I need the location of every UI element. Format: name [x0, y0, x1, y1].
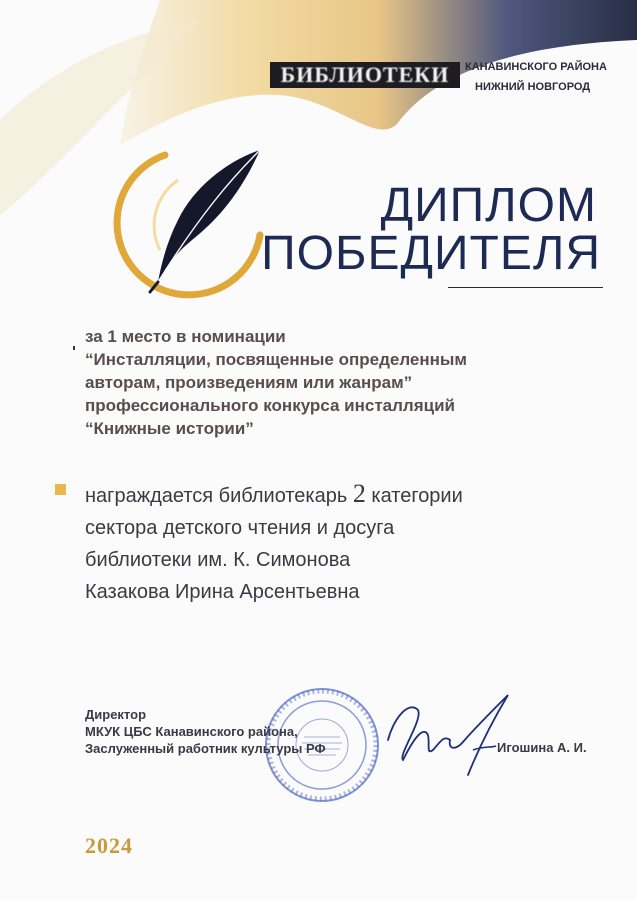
nomination-line: профессионального конкурса инсталляций [85, 396, 455, 415]
award-bullet [55, 484, 66, 495]
diploma-title-line2: ПОБЕДИТЕЛЯ [261, 227, 601, 280]
award-text [85, 478, 605, 608]
city-label: НИЖНИЙ НОВГОРОД [475, 81, 591, 93]
award-line-3: библиотеки им. К. Симонова [85, 549, 351, 571]
nomination-text [85, 325, 605, 440]
signatory-org: МКУК ЦБС Канавинского района, [85, 724, 298, 739]
scan-mark [73, 346, 75, 350]
diploma-title-line1: ДИПЛОМ [380, 179, 597, 232]
year-label: 2024 [85, 833, 133, 858]
award-line-2: сектора детского чтения и досуга [85, 517, 395, 539]
nomination-line: “Инсталляции, посвященные определенным [85, 350, 467, 369]
award-line-1-end: категории [365, 485, 463, 507]
district-label: КАНАВИНСКОГО РАЙОНА [465, 61, 607, 73]
org-name: БИБЛИОТЕКИ [280, 62, 450, 87]
nomination-line: авторам, произведениям или жанрам” [85, 373, 413, 392]
award-line-1-start: награждается библиотекарь [85, 485, 353, 507]
nomination-line: за 1 место в номинации [85, 327, 286, 346]
handwritten-signature [378, 680, 528, 780]
signatory-block [85, 706, 326, 757]
title-underline [448, 287, 603, 288]
quill-feather-icon [110, 140, 280, 300]
signer-name: Игошина А. И. [497, 740, 587, 755]
nomination-line: “Книжные истории” [85, 419, 254, 438]
signatory-position: Директор [85, 707, 147, 722]
category-digit: 2 [352, 479, 366, 508]
signatory-honor: Заслуженный работник культуры РФ [85, 741, 326, 756]
recipient-name: Казакова Ирина Арсентьевна [85, 581, 360, 603]
award-line-1 [85, 478, 605, 512]
